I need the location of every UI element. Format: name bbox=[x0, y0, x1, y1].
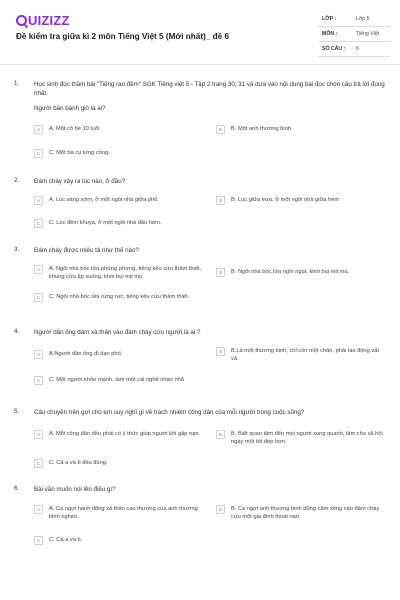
option-letter-box: B bbox=[216, 430, 225, 439]
meta-row-question-count bbox=[318, 42, 390, 57]
question-number: 3. bbox=[14, 246, 20, 253]
meta-label: LỚP : bbox=[322, 16, 337, 22]
question-number: 2. bbox=[14, 177, 20, 184]
option-letter-box: B bbox=[216, 347, 225, 356]
option-text: B. Biết quan tâm đến mọi người xung quanh, làm cho xã hội ngày một tốt đẹp hơn. bbox=[231, 431, 383, 445]
option-text: C. Lúc đêm khuya, ở một ngôi nhà đầu hẻm. bbox=[49, 220, 162, 226]
option-text: C. Cả a và b đều đúng. bbox=[49, 460, 108, 466]
option-text: B.Là một thương binh, chỉ còn một chân, phải lao động vất vả. bbox=[231, 348, 379, 362]
document-title: Đề kiểm tra giữa kì 2 môn Tiếng Việt 5 (Mới nhất)_ đề 6 bbox=[16, 32, 230, 41]
option-letter-box: C bbox=[34, 149, 43, 158]
meta-label: MÔN : bbox=[322, 31, 338, 37]
option-text: B. Một anh thương binh. bbox=[231, 126, 293, 132]
option-text: B. Ngôi nhà bốc lửa nghi ngút, khói bụi mịt mù, bbox=[231, 269, 350, 275]
option-text: A.Người đàn ông đi dạo phố. bbox=[49, 351, 123, 357]
option-letter-box: B bbox=[216, 505, 225, 514]
logo-q-icon bbox=[16, 15, 27, 26]
option-text: A. Mỗi công dân đều phải có ý thức giúp người khi gặp nạn. bbox=[49, 431, 201, 437]
option-text: A. Một cô bé 10 tuổi bbox=[49, 126, 100, 132]
question-number: 6. bbox=[14, 485, 20, 492]
meta-label: SỐ CÂU : bbox=[322, 46, 346, 52]
option-letter-box: C bbox=[34, 459, 43, 468]
question-subprompt: Người bán bánh giò là ai? bbox=[34, 105, 106, 112]
question-text: Người dân ông dám xả thân vào đám cháy cứu người là ai ? bbox=[34, 329, 201, 336]
meta-value: Lớp 5 bbox=[356, 16, 370, 22]
meta-value: Tiếng Việt bbox=[356, 31, 380, 37]
header-divider bbox=[0, 64, 400, 65]
option-letter-box: B bbox=[216, 268, 225, 277]
worksheet-header bbox=[0, 0, 400, 62]
option-letter-box: A bbox=[34, 505, 43, 514]
quizizz-logo: UIZIZZ bbox=[16, 13, 70, 28]
option-letter-box: C bbox=[34, 376, 43, 385]
option-letter-box: A bbox=[34, 196, 43, 205]
option-text: C. Một người khỏe mạnh, làm một cái nghề nhàn nhã bbox=[49, 377, 184, 383]
question-text: Câu chuyện trên gợi cho em suy nghĩ gì về trách nhiệm công dân của mỗi người trong cuộc sống? bbox=[34, 409, 305, 416]
meta-row-grade bbox=[318, 12, 390, 27]
question-text: Đám cháy được miêu tả như thế nào? bbox=[34, 247, 139, 254]
option-letter-box: C bbox=[34, 293, 43, 302]
option-text: B. Lúc giữa trưa, ở một ngôi nhà giữa hẻm bbox=[231, 197, 340, 203]
option-text: A. Lúc sáng sớm, ở một ngôi nhà giữa phố. bbox=[49, 197, 159, 203]
question-number: 1. bbox=[14, 80, 20, 87]
option-text: A. Ca ngợi hành động xả thân cao thượng của anh thương binh nghèo. bbox=[49, 506, 198, 520]
option-letter-box: A bbox=[34, 350, 43, 359]
option-text: C. Một bà cụ lưng còng. bbox=[49, 150, 110, 156]
meta-table bbox=[318, 12, 390, 57]
question-text: Học sinh đọc thầm bài "Tiếng rao đêm" SGK Tiếng việt 5 - Tập 2 trang 30, 31 và dựa vào nội dung bài đọc chọn câu trả lời đúng nhất. bbox=[34, 81, 385, 97]
option-text: C. Cả a và b. bbox=[49, 537, 83, 543]
option-letter-box: C bbox=[34, 536, 43, 545]
meta-row-subject bbox=[318, 27, 390, 42]
meta-value: 6 bbox=[356, 46, 359, 52]
question-number: 5. bbox=[14, 408, 20, 415]
option-letter-box: A bbox=[34, 125, 43, 134]
option-letter-box: A bbox=[34, 265, 43, 274]
option-letter-box: B bbox=[216, 196, 225, 205]
option-letter-box: B bbox=[216, 125, 225, 134]
question-text: Bài văn muốn nói lên điều gì? bbox=[34, 486, 116, 493]
option-text: C. Ngôi nhà bốc lửa rừng rực, tiếng kêu cứu thảm thiết. bbox=[49, 294, 190, 300]
question-text: Đám cháy xảy ra lúc nào, ở đâu? bbox=[34, 178, 126, 185]
option-text: A. Ngôi nhà bốc lửa phừng phừng, tiếng kêu cứu thảm thiết, khung cửa ập xuống, khói bụi mịt mù. bbox=[49, 266, 202, 280]
option-text: B. Ca ngợi anh thương binh dũng cảm xông vào đám cháy cứu một gia đình thoát nạn. bbox=[231, 506, 380, 520]
option-letter-box: C bbox=[34, 219, 43, 228]
question-number: 4. bbox=[14, 328, 20, 335]
option-letter-box: A bbox=[34, 430, 43, 439]
